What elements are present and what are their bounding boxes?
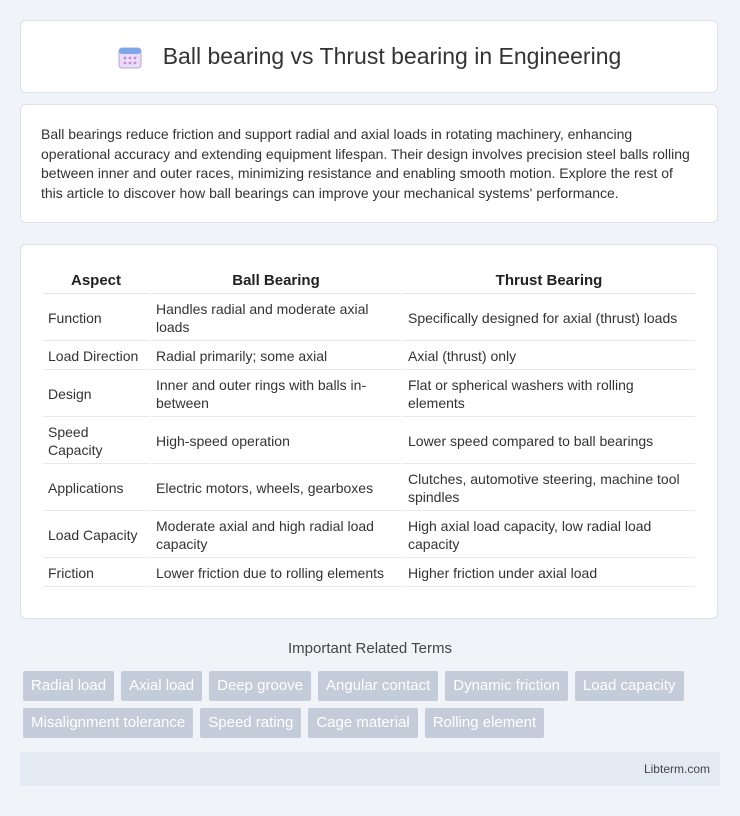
table-cell: Function [43,296,149,341]
table-cell: Radial primarily; some axial [151,343,401,370]
table-header-row [43,267,695,294]
term-tag[interactable]: Dynamic friction [445,671,568,701]
comparison-table [41,265,697,589]
intro-text: Ball bearings reduce friction and support radial and axial loads in rotating machinery, enhancing operational accuracy and extending equipment lifespan. Their design involves precision steel balls rolling between inner and outer races, minimizing resistance and enabling smooth motion. Explore the rest of this article to discover how ball bearings can improve your mechanical systems' performance. [41,126,690,201]
related-terms-title: Important Related Terms [288,640,452,657]
table-cell: Speed Capacity [43,419,149,464]
term-tag[interactable]: Rolling element [425,708,544,738]
term-tag[interactable]: Load capacity [575,671,684,701]
term-tag[interactable]: Speed rating [200,708,301,738]
table-cell: Moderate axial and high radial load capacity [151,513,401,558]
header-thrust-bearing: Thrust Bearing [403,267,695,294]
term-tag[interactable]: Deep groove [209,671,311,701]
table-cell: Applications [43,466,149,511]
table-row [43,343,695,370]
table-cell: Lower speed compared to ball bearings [403,419,695,464]
table-cell: Axial (thrust) only [403,343,695,370]
calendar-icon [117,44,143,70]
table-cell: Handles radial and moderate axial loads [151,296,401,341]
table-cell: Flat or spherical washers with rolling elements [403,372,695,417]
table-cell: Design [43,372,149,417]
page-title: Ball bearing vs Thrust bearing in Engineering [162,43,622,69]
table-cell: Load Direction [43,343,149,370]
term-tag[interactable]: Axial load [121,671,202,701]
table-cell: Inner and outer rings with balls in-between [151,372,401,417]
table-cell: High axial load capacity, low radial load capacity [403,513,695,558]
table-row [43,560,695,587]
table-row [43,513,695,558]
term-tag[interactable]: Cage material [308,708,417,738]
header-aspect: Aspect [43,267,149,294]
comparison-card [20,244,718,619]
table-cell: Lower friction due to rolling elements [151,560,401,587]
table-cell: Electric motors, wheels, gearboxes [151,466,401,511]
term-tag[interactable]: Angular contact [318,671,438,701]
table-row [43,466,695,511]
related-terms-list [23,671,723,745]
header-card [20,20,718,93]
header-ball-bearing: Ball Bearing [151,267,401,294]
footer-site-link[interactable]: Libterm.com [643,762,710,776]
table-cell: Clutches, automotive steering, machine tool spindles [403,466,695,511]
table-row [43,372,695,417]
footer [20,752,720,786]
table-cell: Friction [43,560,149,587]
term-tag[interactable]: Radial load [23,671,114,701]
table-row [43,296,695,341]
table-cell: Load Capacity [43,513,149,558]
intro-card [20,104,718,223]
table-cell: Higher friction under axial load [403,560,695,587]
table-cell: Specifically designed for axial (thrust) loads [403,296,695,341]
table-cell: High-speed operation [151,419,401,464]
table-row [43,419,695,464]
term-tag[interactable]: Misalignment tolerance [23,708,193,738]
